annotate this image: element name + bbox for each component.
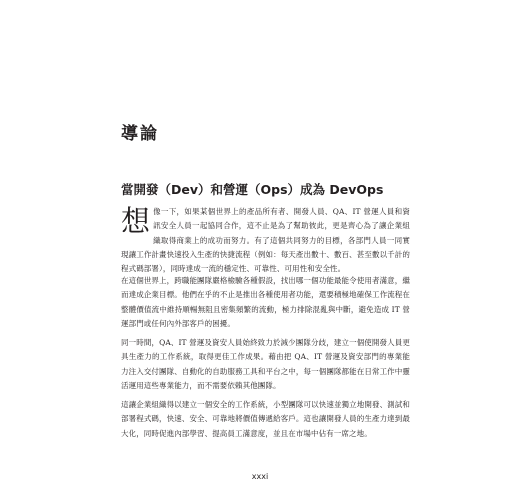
section-heading: 當開發（Dev）和營運（Ops）成為 DevOps: [121, 182, 384, 197]
chapter-title: 導論: [121, 124, 159, 144]
paragraph-3: 同一時間，QA、IT 營運及資安人員始終致力於減少團隊分歧，建立一個使開發人員更具生產力的工作系統，取得更佳工作成果。藉由把 QA、IT 營運及資安部門的專業能力注入交付團隊、自動化的自助服務工具和平台之中，每一個團隊都能在日常工作中靈活運用這些專業能力，而不需要依賴其他團隊。: [121, 338, 410, 390]
page-number: xxxi: [251, 472, 269, 481]
paragraph-4: 這讓企業組織得以建立一個安全的工作系統，小型團隊可以快速並獨立地開發、測試和部署程式碼，快速、安全、可靠地將價值傳遞給客戶。這也讓開發人員的生產力達到最大化，同時促進內部學習、提高員工滿意度，並且在市場中佔有一席之地。: [121, 400, 410, 438]
paragraph-1: [121, 205, 410, 276]
paragraph-2: 在這個世界上，跨職能團隊嚴格檢驗各種假設，找出哪一個功能最能令使用者滿意，繼而達成企業目標。他們在乎的不止是推出各種使用者功能，還要積極地確保工作流程在整體價值流中維持順暢無阻且密集頻繁的流動，極力排除混亂與中斷，避免造成 IT 營運部門或任何內外部客戶的困擾。: [121, 276, 410, 328]
paragraph-1-text: 像一下，如果某個世界上的產品所有者、開發人員、QA、IT 營運人員和資訊安全人員一起協同合作，這不止是為了幫助彼此，更是齊心為了讓企業組織取得商業上的成功而努力。有了這個共同努力的目標，各部門人員一同實現讓工作計畫快速投入生產的快捷流程（例如：每天產出數十、數百、甚至數以千計的程式碼部署），同時達成一流的穩定性、可靠性、可用性和安全性。: [121, 207, 410, 274]
drop-cap: 想: [121, 204, 151, 238]
